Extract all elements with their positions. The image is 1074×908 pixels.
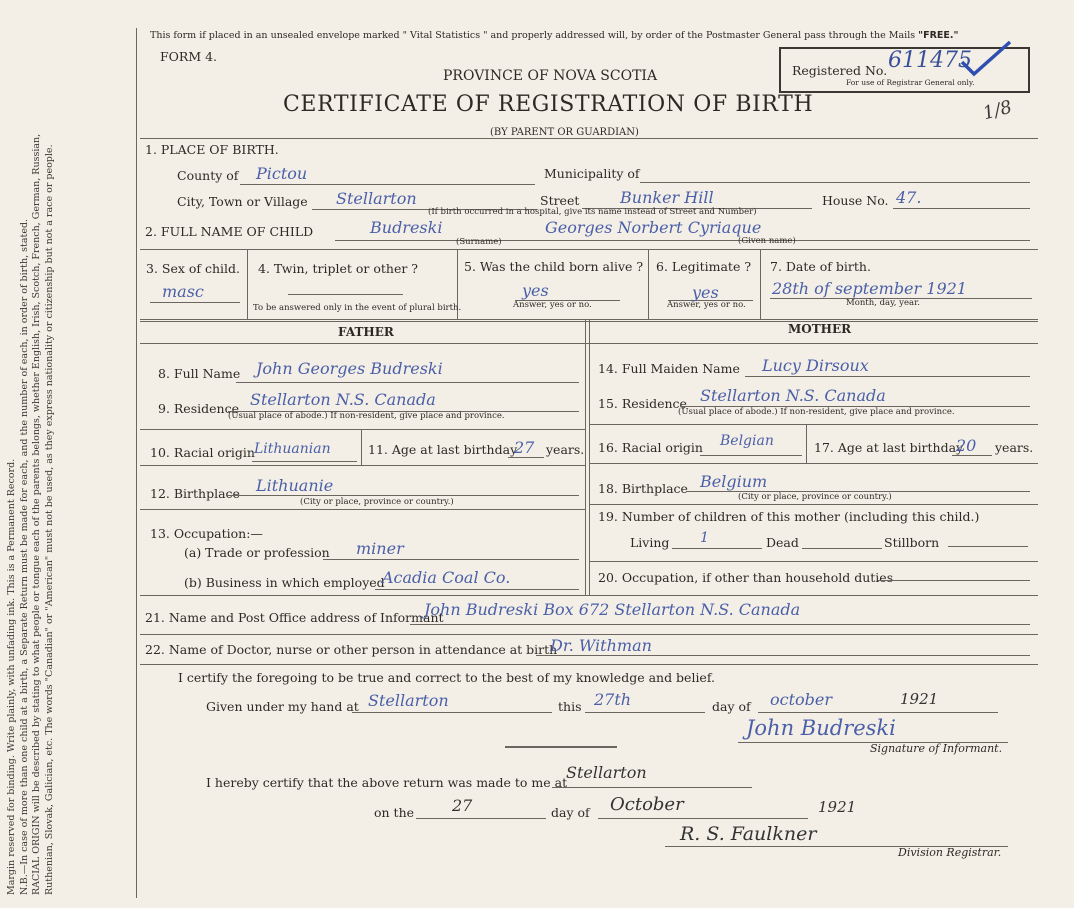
county-value: Pictou (256, 164, 308, 183)
mother-row-rule (590, 504, 1038, 505)
mother-racial-line (700, 455, 802, 456)
father-birthplace-note: (City or place, province or country.) (300, 497, 454, 507)
living-label: Living (630, 535, 670, 550)
return-label: I hereby certify that the above return was made to me at (206, 775, 568, 790)
father-heading: FATHER (338, 325, 394, 339)
mother-name-label: 14. Full Maiden Name (598, 361, 740, 376)
registered-number: 611475 (888, 48, 972, 73)
living-value: 1 (700, 530, 709, 546)
father-age-value: 27 (514, 438, 535, 457)
mother-age-label: 17. Age at last birthday (814, 440, 964, 455)
doctor-top-rule (140, 634, 1038, 635)
child-surname: Budreski (370, 218, 443, 237)
this-label: this (558, 699, 582, 714)
mother-row-rule (590, 561, 1038, 562)
day-of-label-2: day of (551, 805, 590, 820)
stillborn-label: Stillborn (884, 535, 940, 550)
occupation-label: 13. Occupation:— (150, 526, 263, 541)
business-label: (b) Business in which employed (184, 575, 385, 590)
place-of-birth-label: 1. PLACE OF BIRTH. (145, 142, 279, 157)
father-racial-label: 10. Racial origin (150, 445, 255, 460)
parents-divider (585, 320, 586, 595)
dead-label: Dead (766, 535, 799, 550)
county-label: County of (177, 168, 239, 183)
margin-note-2: N.B.—In case of more than one child at a birth, a Separate Return must be made for each, and the number of each, in order of birth, stated. (18, 218, 30, 895)
house-value: 47. (896, 188, 922, 207)
mother-row-rule (590, 424, 1038, 425)
return-place-line (552, 787, 752, 788)
corner-mark: 1/8 (980, 96, 1015, 125)
mother-name-value: Lucy Dirsoux (762, 356, 869, 375)
margin-rule (136, 28, 137, 898)
return-place-value: Stellarton (566, 763, 647, 782)
twin-note: To be answered only in the event of plural birth. (253, 303, 462, 313)
twin-line (288, 294, 403, 295)
mother-heading: MOTHER (788, 322, 852, 336)
living-line (672, 548, 762, 549)
province-heading: PROVINCE OF NOVA SCOTIA (443, 68, 658, 84)
city-value: Stellarton (336, 189, 417, 208)
doctor-value: Dr. Withman (550, 636, 652, 655)
details-divider (648, 250, 649, 320)
father-birthplace-line (226, 495, 579, 496)
father-racial-divider (361, 430, 362, 465)
father-birthplace-label: 12. Birthplace (150, 486, 240, 501)
on-the-label: on the (374, 805, 415, 820)
signature-caption: Signature of Informant. (870, 742, 1003, 755)
sex-line (150, 302, 240, 303)
mother-racial-divider (806, 425, 807, 463)
informant-label: 21. Name and Post Office address of Informant (145, 610, 444, 625)
mother-residence-label: 15. Residence (598, 396, 687, 411)
father-name-value: John Georges Budreski (256, 359, 443, 378)
month-line (758, 712, 998, 713)
father-name-line (236, 382, 579, 383)
dead-line (802, 548, 882, 549)
father-row-rule (140, 465, 585, 466)
this-day-value: 27th (594, 690, 632, 709)
details-divider (760, 250, 761, 320)
mother-birthplace-label: 18. Birthplace (598, 481, 688, 496)
checkmark-icon (960, 40, 1012, 82)
child-given-names: Georges Norbert Cyriaque (545, 218, 762, 237)
twin-label: 4. Twin, triplet or other ? (258, 261, 418, 276)
trade-label: (a) Trade or profession (184, 545, 330, 560)
father-age-line (508, 457, 544, 458)
father-residence-value: Stellarton N.S. Canada (250, 390, 436, 409)
municipality-label: Municipality of (544, 166, 640, 181)
street-label: Street (540, 193, 580, 208)
trade-value: miner (356, 539, 404, 558)
legitimate-value: yes (692, 283, 719, 302)
mother-birthplace-value: Belgium (700, 472, 768, 491)
birth-date-label: 7. Date of birth. (770, 259, 871, 274)
details-divider (247, 250, 248, 320)
margin-note-3: RACIAL ORIGIN will be described by stating to what people or tongue each of the parents belongs, whether English, Irish, Scotch, French, German, Russian, (31, 133, 42, 895)
informant-signature: John Budreski (746, 716, 896, 740)
mother-age-line (952, 455, 992, 456)
mother-residence-note: (Usual place of abode.) If non-resident, give place and province. (678, 407, 955, 417)
year2-value: 1921 (818, 798, 857, 816)
on-the-value: 27 (452, 796, 473, 815)
alive-note: Answer, yes or no. (513, 300, 592, 310)
business-line (375, 589, 579, 590)
mother-residence-value: Stellarton N.S. Canada (700, 386, 886, 405)
month2-line (598, 818, 808, 819)
alive-value: yes (522, 281, 549, 300)
on-the-line (416, 818, 546, 819)
mother-age-unit: years. (995, 440, 1034, 455)
mother-name-line (745, 376, 1030, 377)
birth-date-value: 28th of september 1921 (772, 279, 967, 298)
sex-label: 3. Sex of child. (146, 261, 241, 276)
this-line (585, 712, 705, 713)
child-name-label: 2. FULL NAME OF CHILD (145, 224, 314, 239)
registered-note: For use of Registrar General only. (846, 78, 975, 87)
parents-divider-double (589, 320, 590, 595)
given-place-line (352, 712, 552, 713)
margin-notes (6, 15, 56, 895)
margin-note-4: Ruthenian, Slovak, Galician, etc. The words "Canadian" or "American" must not be used, as they express nationality or citizenship but not a race or people. (43, 144, 55, 895)
alive-label: 5. Was the child born alive ? (464, 259, 644, 274)
registered-label: Registered No. (792, 63, 888, 78)
mother-racial-value: Belgian (720, 433, 774, 449)
birth-date-note: Month, day, year. (846, 298, 920, 308)
certification-top-rule (140, 664, 1038, 665)
children-label: 19. Number of children of this mother (including this child.) (598, 509, 980, 524)
mother-birthplace-note: (City or place, province or country.) (738, 492, 892, 502)
legitimate-note: Answer, yes or no. (667, 300, 746, 310)
father-row-rule (140, 509, 585, 510)
hospital-note: (If birth occurred in a hospital, give its name instead of Street and Number) (428, 207, 757, 217)
mother-racial-label: 16. Racial origin (598, 440, 703, 455)
father-age-unit: years. (546, 442, 585, 457)
house-label: House No. (822, 193, 889, 208)
trade-line (323, 559, 579, 560)
father-residence-note: (Usual place of abode.) If non-resident, give place and province. (228, 411, 505, 421)
surname-caption: (Surname) (456, 237, 502, 247)
doctor-label: 22. Name of Doctor, nurse or other person in attendance at birth (145, 642, 558, 657)
father-birthplace-value: Lithuanie (256, 476, 334, 495)
sex-value: masc (162, 282, 204, 301)
given-name-caption: (Given name) (738, 236, 796, 246)
street-value: Bunker Hill (620, 188, 714, 207)
father-racial-value: Lithuanian (254, 441, 331, 457)
mother-occupation-label: 20. Occupation, if other than household duties (598, 570, 894, 585)
registrar-signature: R. S. Faulkner (680, 823, 817, 845)
father-residence-label: 9. Residence (158, 401, 239, 416)
father-name-label: 8. Full Name (158, 366, 241, 381)
mailing-notice: This form if placed in an unsealed envelope marked " Vital Statistics " and properly addressed will, by order of the Postmaster General pass through the Mails "FREE." (150, 30, 959, 41)
certification-statement: I certify the foregoing to be true and correct to the best of my knowledge and belief. (178, 670, 715, 685)
form-number: FORM 4. (160, 49, 218, 64)
separator-rule (505, 746, 617, 748)
legitimate-label: 6. Legitimate ? (656, 259, 752, 274)
certificate-title: CERTIFICATE OF REGISTRATION OF BIRTH (283, 92, 814, 117)
header-rule (140, 138, 1038, 139)
day-of-label: day of (712, 699, 751, 714)
mother-occupation-line (878, 580, 1030, 581)
child-name-line (335, 240, 1030, 241)
father-age-label: 11. Age at last birthday (368, 442, 518, 457)
informant-line (410, 624, 1030, 625)
mother-age-value: 20 (956, 436, 977, 455)
informant-top-rule (140, 595, 1038, 596)
county-line (240, 184, 535, 185)
father-row-rule (140, 429, 585, 430)
municipality-line (640, 182, 1030, 183)
house-line (893, 208, 1030, 209)
business-value: Acadia Coal Co. (382, 568, 511, 587)
stillborn-line (948, 546, 1028, 547)
informant-value: John Budreski Box 672 Stellarton N.S. Canada (424, 600, 801, 619)
mother-row-rule (590, 463, 1038, 464)
details-top-rule (140, 249, 1038, 250)
given-under-label: Given under my hand at (206, 699, 359, 714)
year-value: 1921 (900, 690, 939, 708)
registrar-caption: Division Registrar. (898, 846, 1002, 859)
given-place-value: Stellarton (368, 691, 449, 710)
margin-note-1: Margin reserved for binding. Write plainly, with unfading ink. This is a Permanent Record. (6, 458, 17, 895)
month2-value: October (610, 794, 684, 815)
doctor-line (536, 655, 1030, 656)
city-label: City, Town or Village (177, 194, 308, 209)
month-value: october (770, 690, 833, 709)
father-racial-line (252, 461, 357, 462)
certificate-subtitle: (BY PARENT OR GUARDIAN) (490, 127, 639, 138)
